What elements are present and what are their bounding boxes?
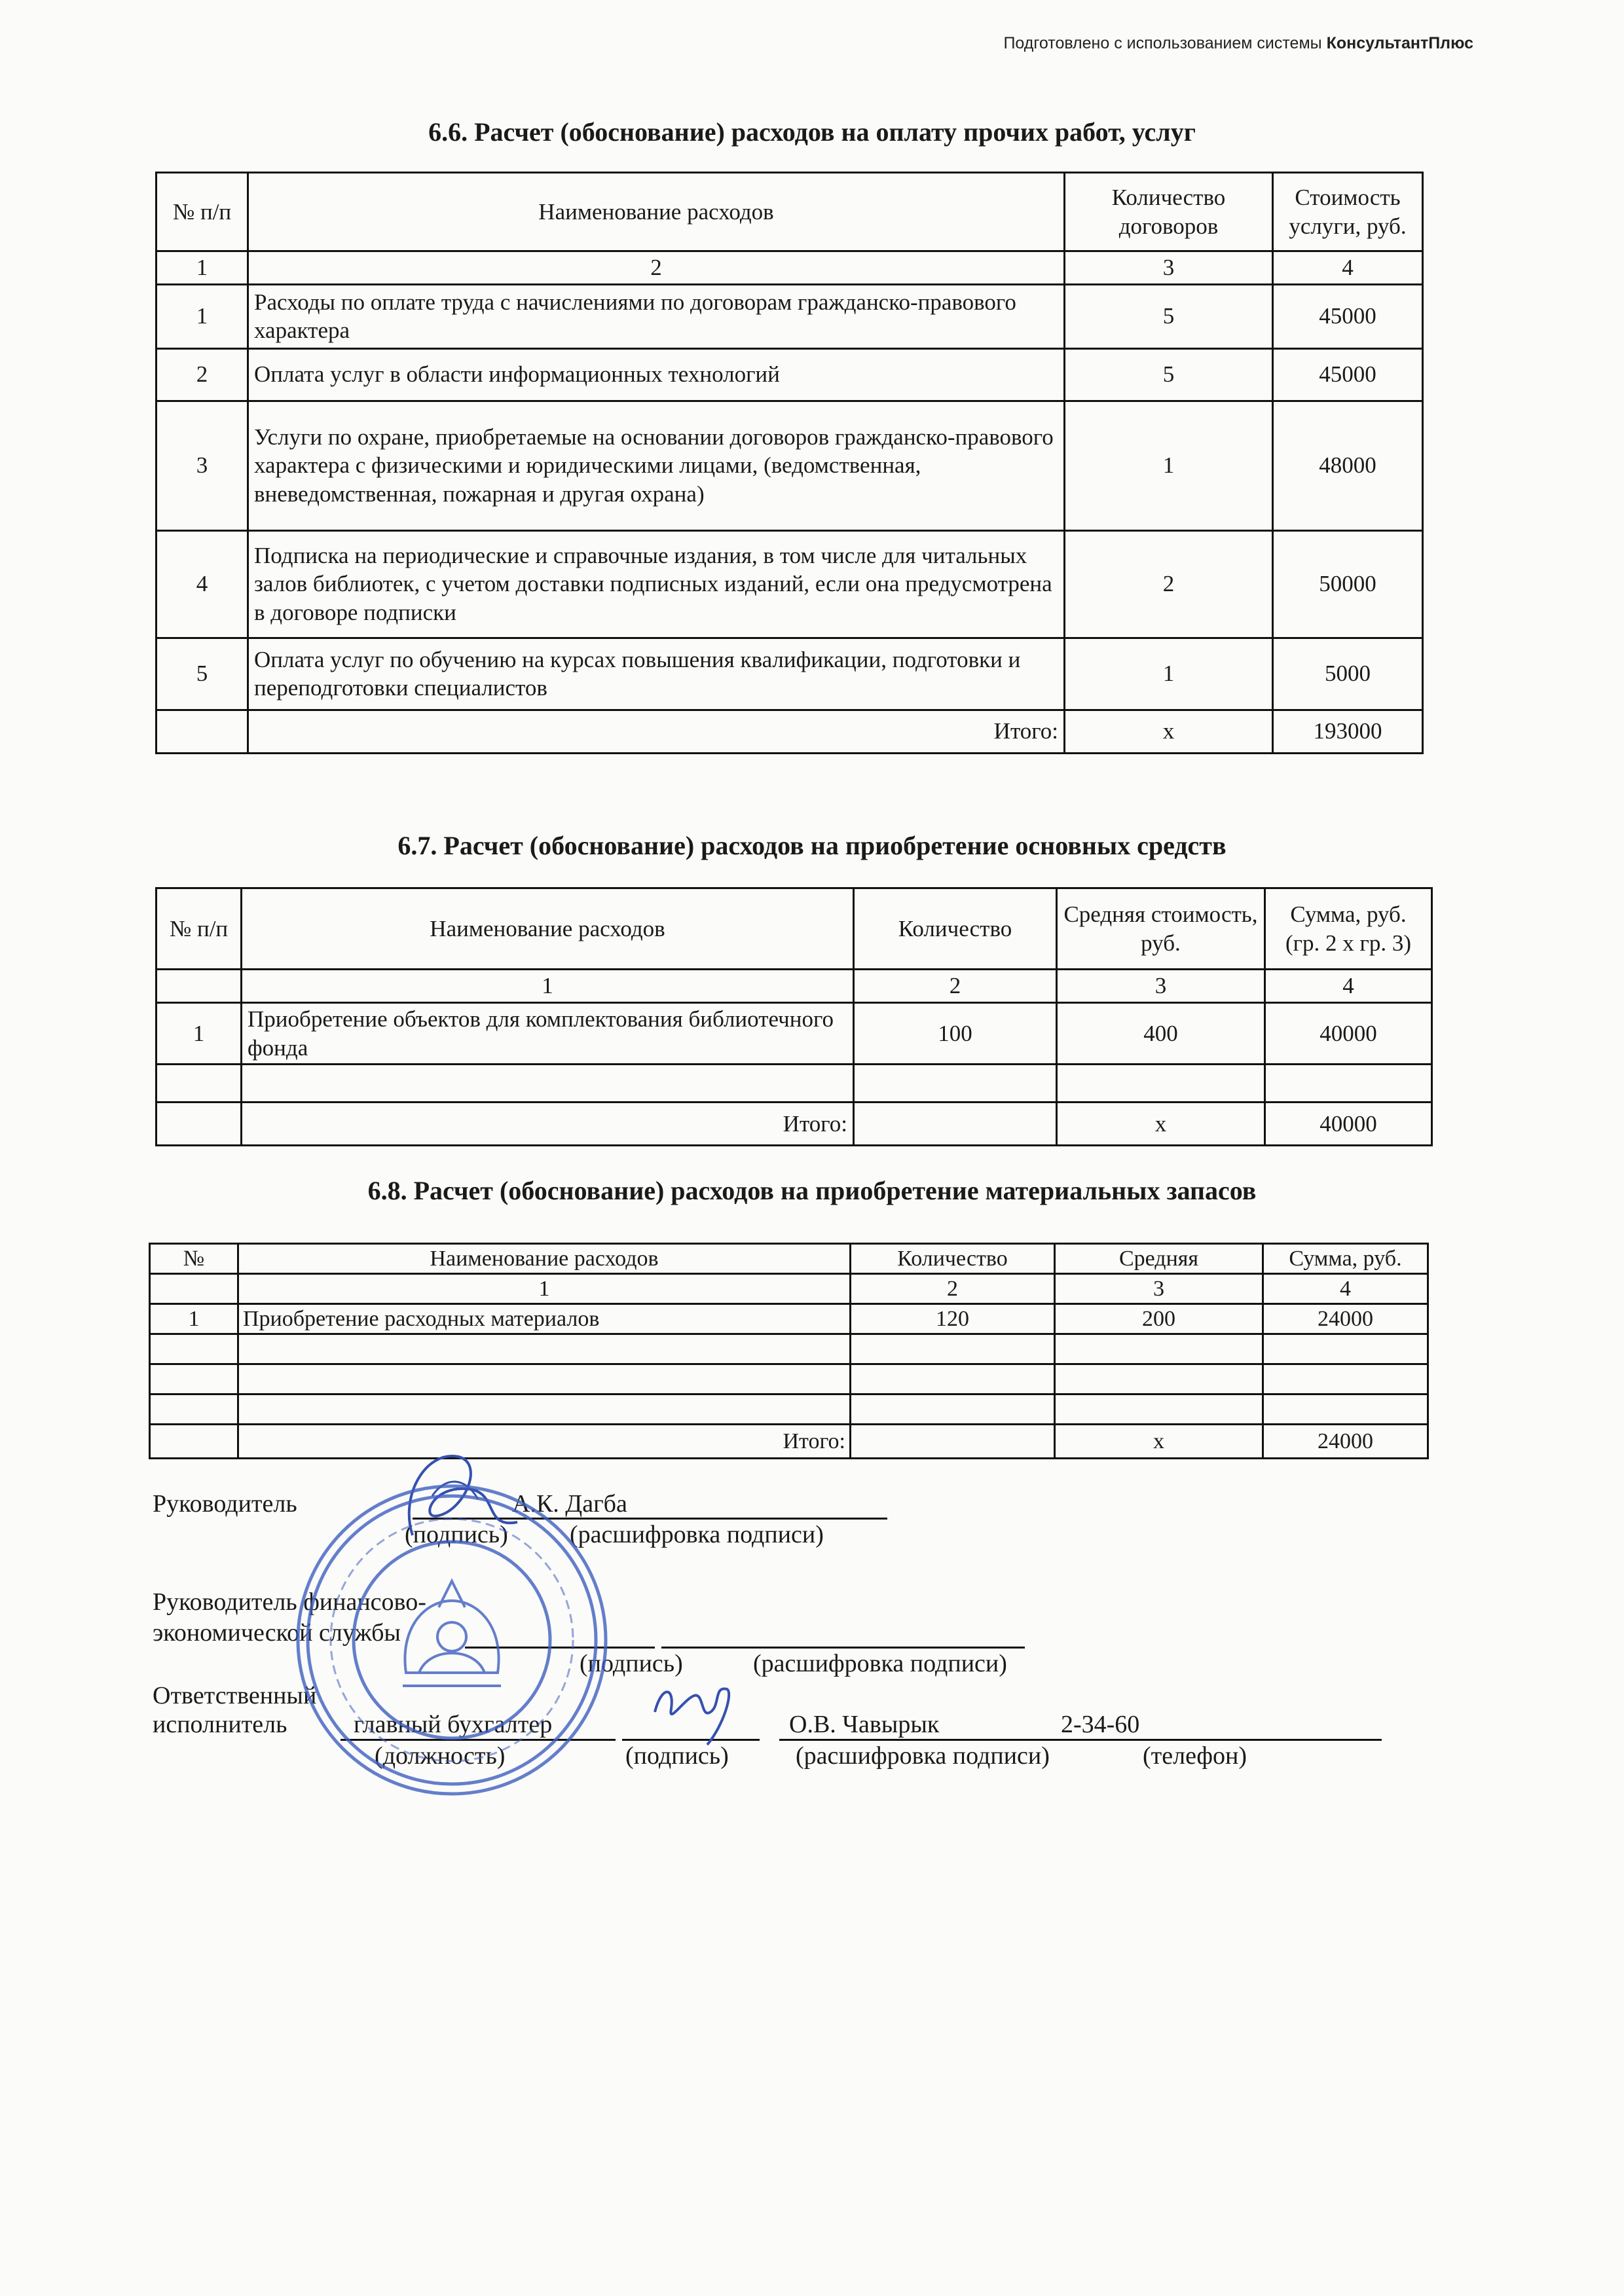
section-66-title: 6.6. Расчет (обоснование) расходов на оплату прочих работ, услуг [428, 117, 1196, 147]
table-66 [155, 172, 1424, 754]
total-row [157, 1102, 1432, 1146]
column-number: 4 [1263, 1274, 1428, 1304]
total-row [150, 1425, 1428, 1459]
expense-name: Оплата услуг в области информационных технологий [248, 348, 1065, 401]
exec-label-line2: исполнитель [153, 1711, 287, 1738]
total-qty: х [1065, 710, 1273, 753]
section-67-title: 6.7. Расчет (обоснование) расходов на приобретение основных средств [397, 831, 1227, 860]
service-cost: 5000 [1273, 638, 1423, 710]
column-number: 1 [242, 970, 854, 1003]
column-number: 4 [1265, 970, 1432, 1003]
table-row [157, 1002, 1432, 1065]
exec-phone-caption: (телефон) [1143, 1742, 1247, 1770]
exec-position: главный бухгалтер [354, 1711, 553, 1738]
exec-phone: 2-34-60 [1061, 1711, 1140, 1738]
quantity: 100 [854, 1002, 1057, 1065]
expense-name: Оплата услуг по обучению на курсах повышения квалификации, подготовки и переподготовки специалистов [248, 638, 1065, 710]
total-average: х [1057, 1102, 1265, 1146]
expense-name: Расходы по оплате труда с начислениями по договорам гражданско-правового характера [248, 284, 1065, 348]
row-number: 4 [157, 530, 248, 638]
exec-decode-line [779, 1739, 1382, 1741]
total-cost: 193000 [1273, 710, 1423, 753]
column-header: Наименование расходов [242, 888, 854, 970]
fin-decode-caption: (расшифровка подписи) [753, 1650, 1007, 1677]
expense-name: Приобретение расходных материалов [238, 1304, 851, 1334]
section-68-title: 6.8. Расчет (обоснование) расходов на приобретение материальных запасов [367, 1176, 1257, 1205]
table-header-row [157, 888, 1432, 970]
table-row [157, 401, 1423, 530]
column-number-row [157, 251, 1423, 285]
contracts-count: 1 [1065, 401, 1273, 530]
table-row [157, 284, 1423, 348]
service-cost: 48000 [1273, 401, 1423, 530]
column-number: 2 [854, 970, 1057, 1003]
empty-row [150, 1364, 1428, 1394]
total-label: Итого: [242, 1102, 854, 1146]
column-number-row [157, 970, 1432, 1003]
total-label: Итого: [238, 1425, 851, 1459]
column-header: Количество [851, 1244, 1055, 1274]
column-number: 2 [851, 1274, 1055, 1304]
empty-row [150, 1394, 1428, 1425]
total-row [157, 710, 1423, 753]
row-number: 2 [157, 348, 248, 401]
head-name: А.К. Дагба [512, 1490, 627, 1518]
contracts-count: 5 [1065, 284, 1273, 348]
table-row [157, 348, 1423, 401]
expense-name: Подписка на периодические и справочные издания, в том числе для читальных залов библиотек, с учетом доставки подписных изданий, если она предусмотрена в договоре подписки [248, 530, 1065, 638]
head-label: Руководитель [153, 1490, 297, 1518]
table-header-row [150, 1244, 1428, 1274]
contracts-count: 1 [1065, 638, 1273, 710]
table-row [157, 530, 1423, 638]
column-header: № [150, 1244, 238, 1274]
header-note [1003, 34, 1473, 53]
row-number: 3 [157, 401, 248, 530]
column-header: Сумма, руб. (гр. 2 х гр. 3) [1265, 888, 1432, 970]
column-number: 1 [238, 1274, 851, 1304]
column-header: Количество [854, 888, 1057, 970]
organization-stamp [288, 1476, 616, 1804]
row-number: 1 [157, 284, 248, 348]
sum: 40000 [1265, 1002, 1432, 1065]
empty-row [157, 1065, 1432, 1102]
exec-signature-caption: (подпись) [625, 1742, 729, 1770]
column-header: Сумма, руб. [1263, 1244, 1428, 1274]
row-number: 5 [157, 638, 248, 710]
expense-name: Приобретение объектов для комплектования библиотечного фонда [242, 1002, 854, 1065]
average-cost: 400 [1057, 1002, 1265, 1065]
column-header: Средняя [1055, 1244, 1263, 1274]
exec-handwritten-signature [648, 1673, 740, 1751]
table-68 [149, 1243, 1429, 1459]
fin-decode-line [661, 1647, 1025, 1649]
service-cost: 45000 [1273, 348, 1423, 401]
exec-decode-caption: (расшифровка подписи) [796, 1742, 1050, 1770]
fin-label-line1: Руководитель финансово- [153, 1588, 426, 1616]
sum: 24000 [1263, 1304, 1428, 1334]
fin-label-line2: экономической службы [153, 1619, 401, 1647]
column-number: 3 [1065, 251, 1273, 285]
head-signature-caption: (подпись) [405, 1521, 508, 1548]
column-number: 3 [1055, 1274, 1263, 1304]
column-header: Средняя стоимость, руб. [1057, 888, 1265, 970]
contracts-count: 2 [1065, 530, 1273, 638]
empty-row [150, 1334, 1428, 1364]
fin-signature-caption: (подпись) [580, 1650, 683, 1677]
table-67 [155, 887, 1433, 1146]
table-header-row [157, 173, 1423, 251]
total-label: Итого: [248, 710, 1065, 753]
contracts-count: 5 [1065, 348, 1273, 401]
exec-position-caption: (должность) [375, 1742, 506, 1770]
column-number: 3 [1057, 970, 1265, 1003]
table-row [150, 1304, 1428, 1334]
total-sum: 24000 [1263, 1425, 1428, 1459]
exec-label-line1: Ответственный [153, 1682, 317, 1709]
column-number: 4 [1273, 251, 1423, 285]
quantity: 120 [851, 1304, 1055, 1334]
exec-name: О.В. Чавырык [789, 1711, 940, 1738]
row-number: 1 [150, 1304, 238, 1334]
header-brand: КонсультантПлюс [1326, 34, 1473, 52]
column-header: Наименование расходов [238, 1244, 851, 1274]
expense-name: Услуги по охране, приобретаемые на основании договоров гражданско-правового характера с физическими и юридическими лицами, (ведомственная, вневедомственная, пожарная и другая охрана) [248, 401, 1065, 530]
column-header: Наименование расходов [248, 173, 1065, 251]
column-header: Количество договоров [1065, 173, 1273, 251]
table-row [157, 638, 1423, 710]
row-number: 1 [157, 1002, 242, 1065]
total-sum: 40000 [1265, 1102, 1432, 1146]
total-average: х [1055, 1425, 1263, 1459]
column-header: Стоимость услуги, руб. [1273, 173, 1423, 251]
head-decode-caption: (расшифровка подписи) [570, 1521, 824, 1548]
column-number: 1 [157, 251, 248, 285]
column-header: № п/п [157, 173, 248, 251]
column-number: 2 [248, 251, 1065, 285]
service-cost: 50000 [1273, 530, 1423, 638]
average-cost: 200 [1055, 1304, 1263, 1334]
column-number-row [150, 1274, 1428, 1304]
header-prefix: Подготовлено с использованием системы [1003, 34, 1322, 52]
service-cost: 45000 [1273, 284, 1423, 348]
column-header: № п/п [157, 888, 242, 970]
